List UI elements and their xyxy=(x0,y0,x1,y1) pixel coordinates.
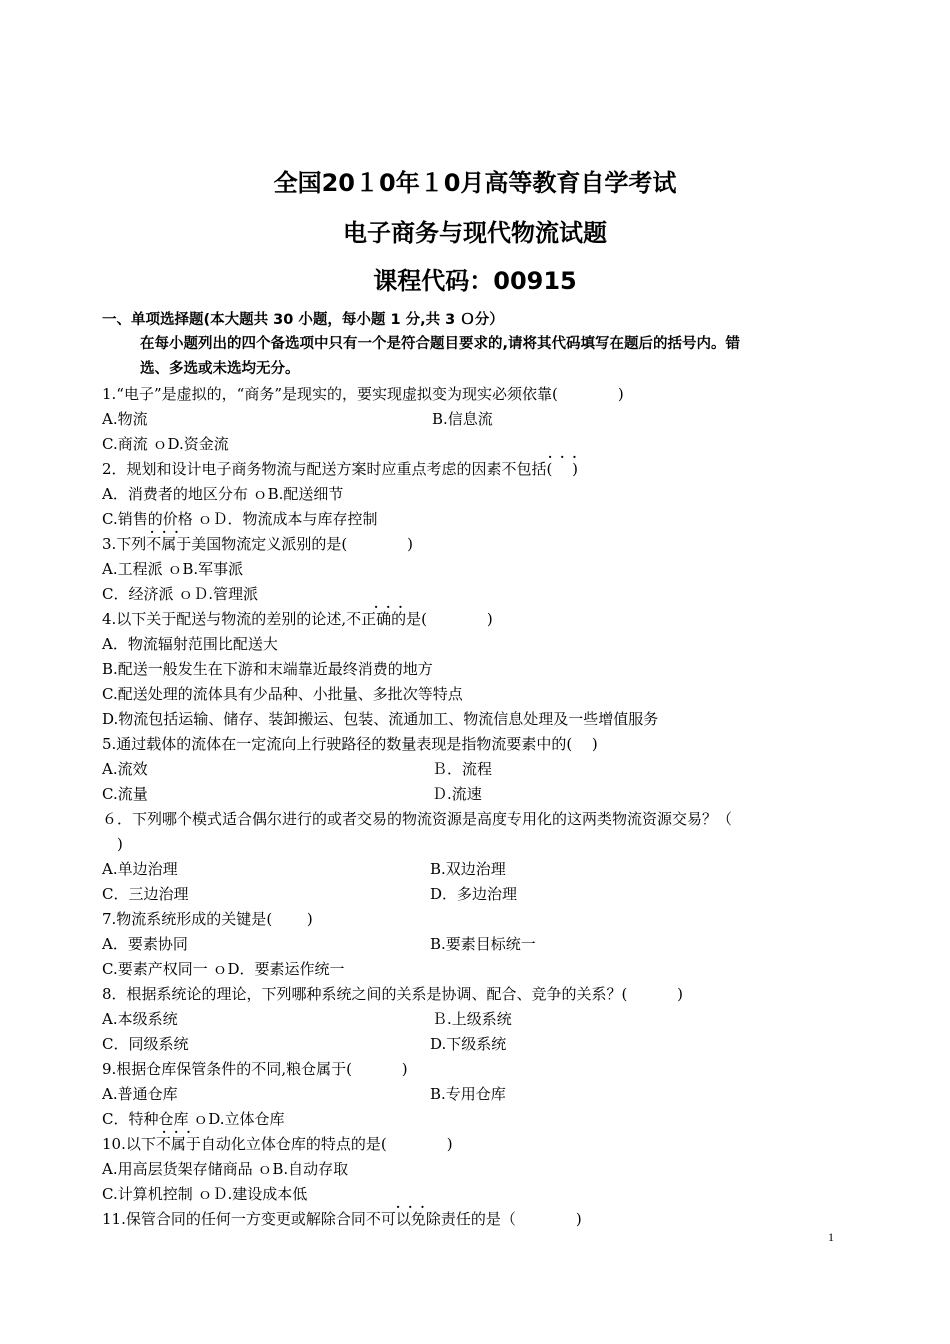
question-5-option-d: Ｄ.流速 xyxy=(432,785,482,803)
question-2-options-cd: C.销售的价格 ｏＤ．物流成本与库存控制 xyxy=(102,510,378,528)
question-7-options-cd: C.要素产权同一 ｏD．要素运作统一 xyxy=(102,960,345,978)
question-4-option-d: D.物流包括运输、储存、装卸搬运、包装、流通加工、物流信息处理及一些增值服务 xyxy=(102,710,659,728)
emphasis-dots-q4: ··· xyxy=(374,600,411,614)
question-9-option-a: A.普通仓库 xyxy=(102,1085,178,1103)
instruction-line-2: 选、多选或未选均无分。 xyxy=(140,361,300,377)
question-2: 2．规划和设计电子商务物流与配送方案时应重点考虑的因素不包括( ) xyxy=(102,460,579,478)
question-9: 9.根据仓库保管条件的不同,粮仓属于( ) xyxy=(102,1060,408,1078)
question-6-option-a: A.单边治理 xyxy=(102,860,178,878)
question-4: 4.以下关于配送与物流的差别的论述,不正确的是( ) xyxy=(102,610,493,628)
question-11: 11.保管合同的任何一方变更或解除合同不可以免除责任的是（ ) xyxy=(102,1210,582,1228)
question-3-options-ab: A.工程派 ｏB.军事派 xyxy=(102,560,244,578)
question-9-options-cd: C．特种仓库 ｏD.立体仓库 xyxy=(102,1110,285,1128)
question-1-option-a: A.物流 xyxy=(102,410,148,428)
instruction-line-1: 在每小题列出的四个备选项中只有一个是符合题目要求的,请将其代码填写在题后的括号内。错 xyxy=(140,336,741,352)
question-3: 3.下列不属于美国物流定义派别的是( ) xyxy=(102,535,414,553)
question-5-option-c: C.流量 xyxy=(102,785,148,803)
question-1-options-cd: C.商流 ｏD.资金流 xyxy=(102,435,229,453)
question-5-option-a: A.流效 xyxy=(102,760,148,778)
question-8-option-d: D.下级系统 xyxy=(430,1035,507,1053)
question-7: 7.物流系统形成的关键是( ) xyxy=(102,910,313,928)
question-4-option-a: A．物流辐射范围比配送大 xyxy=(102,635,278,653)
emphasis-dots-q11: ··· xyxy=(396,1200,433,1214)
question-10-options-cd: C.计算机控制 ｏＤ.建设成本低 xyxy=(102,1185,308,1203)
exam-subject: 电子商务与现代物流试题 xyxy=(343,219,607,247)
question-7-option-b: B.要素目标统一 xyxy=(430,935,536,953)
section-instructions xyxy=(140,332,845,382)
question-8: 8．根据系统论的理论，下列哪种系统之间的关系是协调、配合、竞争的关系？( ) xyxy=(102,985,684,1003)
question-10-options-ab: A.用高层货架存储商品 ｏB.自动存取 xyxy=(102,1160,349,1178)
question-7-option-a: A．要素协同 xyxy=(102,935,188,953)
question-5: 5.通过载体的流体在一定流向上行驶路径的数量表现是指物流要素中的( ) xyxy=(102,735,598,753)
question-6-option-d: D．多边治理 xyxy=(430,885,518,903)
question-1-option-b: B.信息流 xyxy=(432,410,493,428)
exam-title: 全国20１0年１0月高等教育自学考试 xyxy=(273,169,677,197)
question-3-options-cd: C．经济派 ｏＤ.管理派 xyxy=(102,585,259,603)
question-8-option-b: Ｂ.上级系统 xyxy=(432,1010,512,1028)
question-2-options-ab: A．消费者的地区分布 ｏB.配送细节 xyxy=(102,485,344,503)
question-6-option-b: B.双边治理 xyxy=(430,860,506,878)
question-5-option-b: Ｂ．流程 xyxy=(432,760,493,778)
question-4-option-b: B.配送一般发生在下游和末端靠近最终消费的地方 xyxy=(102,660,433,678)
question-6-continued: ) xyxy=(102,835,123,853)
emphasis-dots-q2: ··· xyxy=(548,450,585,464)
page-number: 1 xyxy=(828,1230,834,1244)
question-10: 10.以下不属于自动化立体仓库的特点的是( ) xyxy=(102,1135,453,1153)
question-9-option-b: B.专用仓库 xyxy=(430,1085,506,1103)
emphasis-dots-q3: ··· xyxy=(150,525,187,539)
question-1: 1.“电子”是虚拟的，“商务”是现实的，要实现虚拟变为现实必须依靠( ) xyxy=(102,385,624,403)
question-8-option-c: C．同级系统 xyxy=(102,1035,189,1053)
question-4-option-c: C.配送处理的流体具有少品种、小批量、多批次等特点 xyxy=(102,685,463,703)
section-heading: 一、单项选择题(本大题共 30 小题，每小题 1 分,共 3 Ｏ分） xyxy=(102,312,504,328)
question-6: ６．下列哪个模式适合偶尔进行的或者交易的物流资源是高度专用化的这两类物流资源交易？（ xyxy=(102,810,733,828)
emphasis-dots-q10: ··· xyxy=(162,1125,199,1139)
question-8-option-a: A.本级系统 xyxy=(102,1010,178,1028)
question-6-option-c: C．三边治理 xyxy=(102,885,189,903)
course-code: 课程代码：00915 xyxy=(373,267,577,295)
